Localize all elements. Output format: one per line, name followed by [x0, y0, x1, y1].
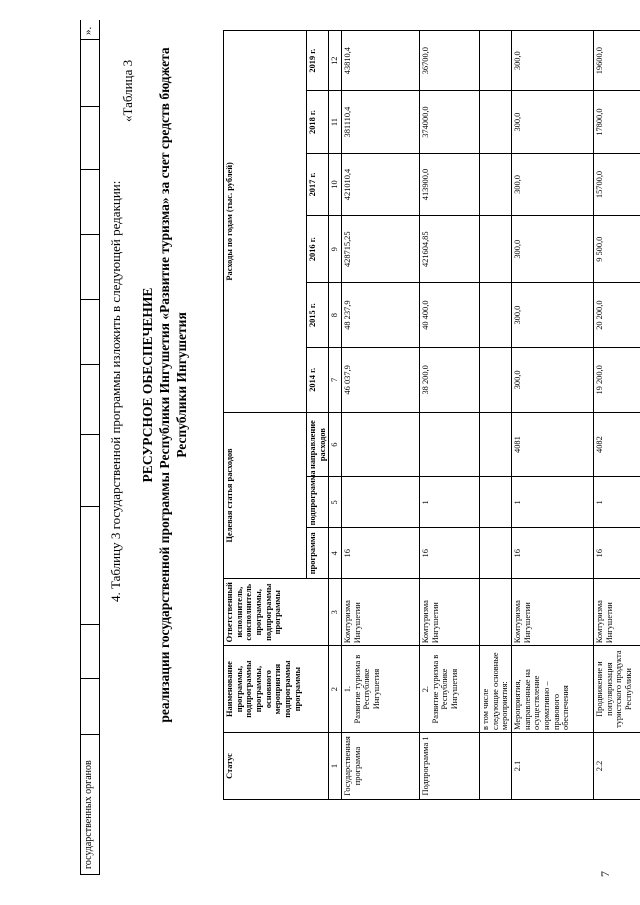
table-row — [341, 31, 419, 800]
row-value: 300,0 — [511, 216, 593, 283]
col-number: 4 — [329, 528, 342, 579]
row-subprogram — [341, 477, 419, 528]
row-subprogram: 1 — [511, 477, 593, 528]
row-program — [479, 528, 511, 579]
row-value: 300,0 — [511, 153, 593, 215]
row-value: 300,0 — [511, 31, 593, 91]
col-number: 10 — [329, 153, 342, 215]
heading-line-1: РЕСУРСНОЕ ОБЕСПЕЧЕНИЕ — [140, 287, 155, 483]
col-status: Статус — [224, 732, 329, 799]
row-executor: Комтуризма Ингушетии — [593, 579, 640, 646]
row-value: 17800,0 — [593, 91, 640, 153]
row-value: 9 500,0 — [593, 216, 640, 283]
row-value: 15700,0 — [593, 153, 640, 215]
header-row-1 — [224, 31, 307, 800]
row-value: 46 037,9 — [341, 347, 419, 412]
row-value: 36700,0 — [419, 31, 479, 91]
row-name-text: Развитие туризма в Республике Ингушетия — [430, 654, 459, 724]
col-number: 6 — [329, 412, 342, 477]
col-number: 12 — [329, 31, 342, 91]
col-number: 8 — [329, 283, 342, 348]
col-number: 5 — [329, 477, 342, 528]
row-value — [479, 216, 511, 283]
row-direction — [419, 412, 479, 477]
col-year-2019: 2019 г. — [307, 31, 329, 91]
table-label: «Таблица 3 — [120, 59, 135, 122]
row-value — [479, 91, 511, 153]
row-name-text: Развитие туризма в Республике Ингушетия — [352, 654, 381, 724]
row-name — [341, 646, 419, 733]
row-value: 300,0 — [511, 347, 593, 412]
col-number: 9 — [329, 216, 342, 283]
row-name: Продвижение и популяризация туристского продукта Республики — [593, 646, 640, 733]
row-status: Государственная программа — [341, 732, 419, 799]
row-value — [479, 347, 511, 412]
row-value: 374000,0 — [419, 91, 479, 153]
col-executor: Ответственный исполнитель, соисполнитель программы, подпрограммы программы — [224, 579, 329, 646]
row-name: в том числе следующие основные мероприятия: — [479, 646, 511, 733]
row-name — [419, 646, 479, 733]
row-value: 19600,0 — [593, 31, 640, 91]
row-value — [479, 283, 511, 348]
row-program: 16 — [341, 528, 419, 579]
row-direction — [479, 412, 511, 477]
table-row — [479, 31, 511, 800]
resource-table — [223, 30, 640, 800]
row-value: 413900,0 — [419, 153, 479, 215]
col-name: Наименование программы, подпрограммы программы, основного мероприятия подпрограммы программы — [224, 646, 329, 733]
col-expenses: Расходы по годам (тыс. рублей) — [224, 31, 307, 413]
row-executor: Комтуризма Ингушетии — [341, 579, 419, 646]
col-year-2017: 2017 г. — [307, 153, 329, 215]
row-value: 19 200,0 — [593, 347, 640, 412]
col-number: 11 — [329, 91, 342, 153]
row-number: 2. — [420, 685, 430, 693]
header-row-text: государственных органов — [83, 760, 94, 869]
row-subprogram — [479, 477, 511, 528]
row-status: Подпрограмма 1 — [419, 732, 479, 799]
row-value: 421604,85 — [419, 216, 479, 283]
page-number: 7 — [598, 871, 612, 877]
row-direction — [341, 412, 419, 477]
row-number: 1. — [342, 685, 352, 693]
row-direction: 4082 — [593, 412, 640, 477]
row-subprogram: 1 — [419, 477, 479, 528]
col-year-2014: 2014 г. — [307, 347, 329, 412]
top-table-row — [80, 20, 100, 875]
row-executor: Комтуризма Ингушетии — [419, 579, 479, 646]
row-value: 428715,25 — [341, 216, 419, 283]
row-value: 300,0 — [511, 283, 593, 348]
row-direction: 4081 — [511, 412, 593, 477]
row-name: Мероприятия, направленные на осуществление нормативно – правового обеспечения — [511, 646, 593, 733]
row-executor: Комтуризма Ингушетии — [511, 579, 593, 646]
row-program: 16 — [593, 528, 640, 579]
row-status: 2.2 — [593, 732, 640, 799]
col-number: 1 — [329, 732, 342, 799]
col-number: 3 — [329, 579, 342, 646]
heading-line-3: Республики Ингушетия — [173, 312, 189, 458]
row-executor — [479, 579, 511, 646]
col-sub-program: программа — [307, 528, 329, 579]
col-number: 7 — [329, 347, 342, 412]
row-status: 2.1 — [511, 732, 593, 799]
col-year-2015: 2015 г. — [307, 283, 329, 348]
col-year-2016: 2016 г. — [307, 216, 329, 283]
row-program: 16 — [511, 528, 593, 579]
col-target: Целевая статья расходов — [224, 412, 307, 578]
row-program: 16 — [419, 528, 479, 579]
row-value — [479, 153, 511, 215]
col-year-2018: 2018 г. — [307, 91, 329, 153]
closing-quote: ». — [82, 26, 94, 35]
row-value — [479, 31, 511, 91]
row-value: 43810,4 — [341, 31, 419, 91]
row-value: 40 400,0 — [419, 283, 479, 348]
row-value: 421010,4 — [341, 153, 419, 215]
table-row — [511, 31, 593, 800]
row-value: 38 200,0 — [419, 347, 479, 412]
column-number-row — [329, 31, 342, 800]
col-number: 2 — [329, 646, 342, 733]
row-subprogram: 1 — [593, 477, 640, 528]
row-status — [479, 732, 511, 799]
col-sub-subprogram: подпрограмма — [307, 477, 329, 528]
heading-line-2: реализации государственной программы Республики Ингушетия «Развитие туризма» за счет средств бюджета — [156, 47, 172, 723]
table-row — [593, 31, 640, 800]
row-value: 48 237,9 — [341, 283, 419, 348]
col-sub-direction: направление расходов — [307, 412, 329, 477]
instruction-text: 4. Таблицу 3 государственной программы изложить в следующей редакции: — [108, 180, 123, 602]
row-value: 20 200,0 — [593, 283, 640, 348]
row-value: 381110,4 — [341, 91, 419, 153]
table-row — [419, 31, 479, 800]
row-value: 300,0 — [511, 91, 593, 153]
heading — [140, 45, 191, 725]
